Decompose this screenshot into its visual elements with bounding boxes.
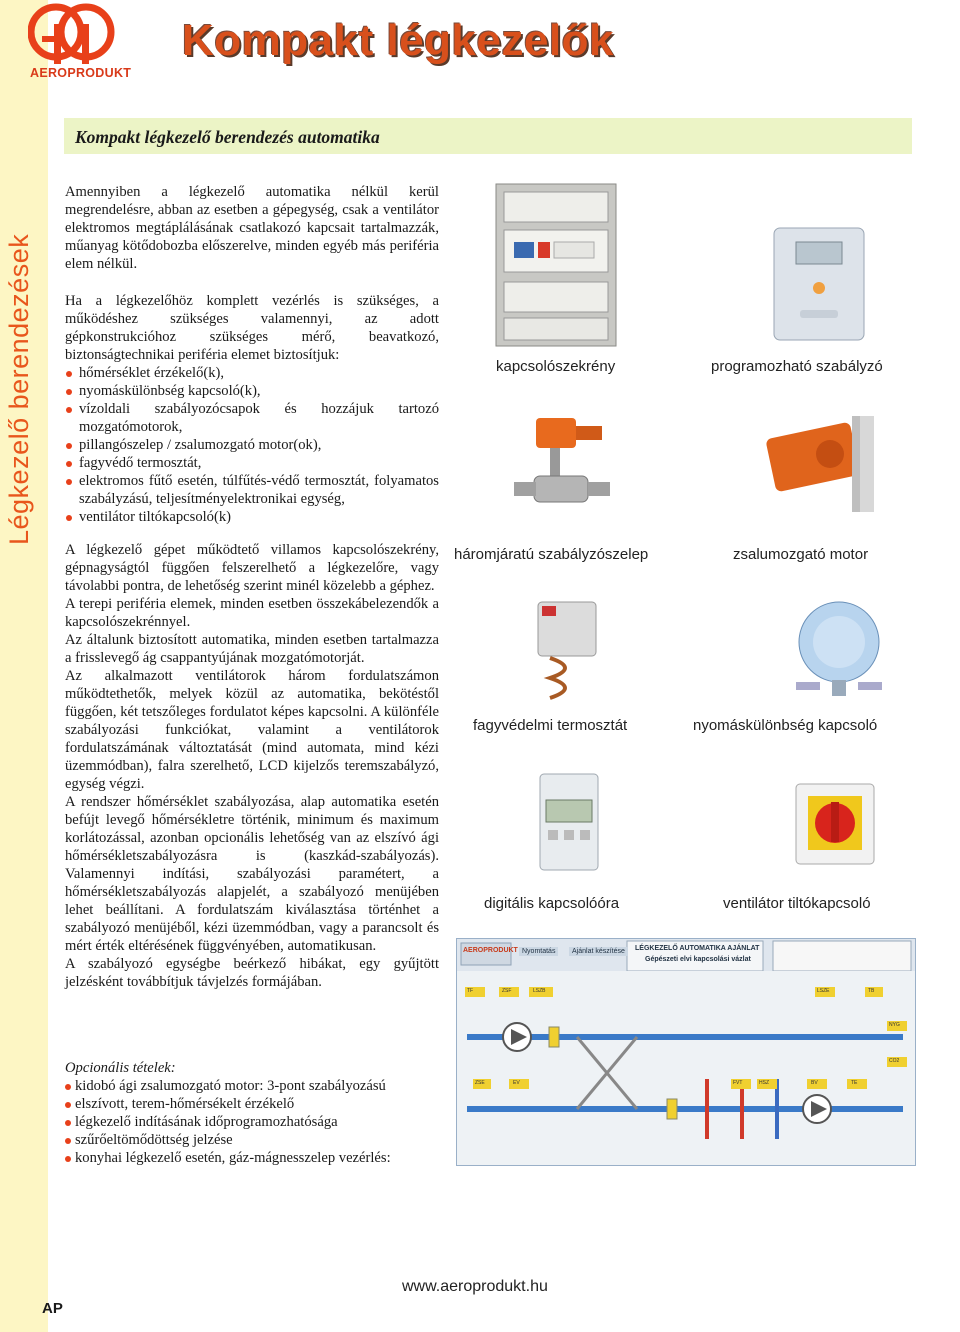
scada-label-ev: EV [513,1080,520,1086]
scada-label-lszb: LSZB [533,988,546,994]
list-item: ventilátor tiltókapcsoló(k) [65,508,439,526]
list-item: elektromos fűtő esetén, túlfűtés-védő termosztát, folyamatos szabályzású, teljesítményelektronikai egység, [65,472,439,508]
scada-tab-print[interactable]: Nyomtatás [519,947,558,956]
caption-pressure-switch: nyomáskülönbség kapcsoló [693,717,878,734]
scada-label-bv: BV [811,1080,818,1086]
options-list [65,1077,391,1167]
option-item: konyhai légkezelő esetén, gáz-mágnesszelep vezérlés: [65,1149,391,1167]
details-block [65,541,439,991]
scada-diagram [457,939,915,1165]
scada-label-te: TE [851,1080,858,1086]
scada-label-tb: TB [868,988,875,994]
footer-mark: AP [42,1300,63,1317]
scada-label-zsf: ZSF [502,988,512,994]
scada-subtitle: Gépészeti elvi kapcsolási vázlat [645,956,751,963]
paragraph-3: A légkezelő gépet működtető villamos kapcsolószekrény, gépnagyságtól függően felszerelhető a légkezelőre, vagy távolabbi pontra, de lehetőség szerint minél közelebb a géphez. [65,542,439,594]
damper-actuator-image [760,410,878,522]
caption-control-cabinet: kapcsolószekrény [496,358,616,375]
option-item: elszívott, terem-hőmérsékelt érzékelő [65,1095,391,1113]
logo-text: AEROPRODUKT [30,66,132,80]
scada-label-co2: CO2 [889,1058,900,1064]
sidebar-band [0,0,48,1332]
paragraph-1: Amennyiben a légkezelő automatika nélkül kerül megrendelésre, abban az esetben a gépegység, csak a ventilátor elektromos megtáplálásának csatlakozó kapcsait tartalmazzák, műanyag kötődobozba előszerelve, minden egyéb más periféria elem nélkül. [65,184,439,272]
option-item: kidobó ági zsalumozgató motor: 3-pont szabályozású [65,1077,391,1095]
section-title: Kompakt légkezelő berendezés automatika [75,127,380,147]
caption-frost-thermostat: fagyvédelmi termosztát [473,717,628,734]
scada-label-zse: ZSE [475,1080,485,1086]
controls-block [65,292,439,526]
option-item: szűrőeltömődöttség jelzése [65,1131,391,1149]
scada-logo: AEROPRODUKT [463,947,518,954]
paragraph-7: A rendszer hőmérséklet szabályozása, alap automatika esetén befújt levegő hőmérsékletre történik, minimum és maximum korlátozással, azonban opcionális lehetőség van az elszívó ági hőmérsékletszabályozásra is (kaszkád-szabályozás). Valamennyi indítási, szabályozási paramétert, a hőmérsékletszabályozás alapjelét, a szabályozó menüjében lehet beállítani. A fordulatszám kiválasztása történhet a szabályozó menüjéből, kézi üzemmódban, vagy a parancsolt és mért érték eltérésének függvényében, automatikusan. [65,794,439,954]
paragraph-2: Ha a légkezelőhöz komplett vezérlés is szükséges, a működéshez szükséges valamennyi, az adott gépkonstrukcióhoz szükséges mérő, beavatkozó, biztonságtechnikai periféria elemet biztosítjuk: [65,293,439,363]
list-item: fagyvédő termosztát, [65,454,439,472]
three-way-valve-image [502,410,620,522]
caption-programmable-controller: programozható szabályzó [711,358,883,375]
scada-label-hsz: HSZ [759,1080,769,1086]
control-cabinet-image [492,178,620,350]
intro-paragraph [65,183,439,273]
option-item: légkezelő indításának időprogramozhatósága [65,1113,391,1131]
scada-label-nyg: NYG [889,1022,900,1028]
list-item: nyomáskülönbség kapcsoló(k), [65,382,439,400]
paragraph-8: A szabályozó egységbe beérkező hibákat, egy gyűjtött jelzésként továbbítjuk távjelzés formájában. [65,956,439,990]
page-title: Kompakt légkezelők [182,16,615,65]
frost-thermostat-image [530,596,610,714]
list-item: hőmérséklet érzékelő(k), [65,364,439,382]
paragraph-5: Az általunk biztosított automatika, minden esetben tartalmazza a frisslevegő ág csappantyújának mozgatómotorját. [65,632,439,666]
options-heading: Opcionális tételek: [65,1060,176,1076]
section-header [64,118,912,154]
scada-screenshot [456,938,916,1166]
sidebar-label: Légkezelő berendezések [4,233,34,545]
footer-website-link[interactable]: www.aeroprodukt.hu [402,1278,548,1295]
room-controller-image [770,224,868,344]
caption-three-way-valve: háromjáratú szabályzószelep [454,546,649,563]
list-item: vízoldali szabályozócsapok és hozzájuk tartozó mozgatómotorok, [65,400,439,436]
scada-label-lsze: LSZE [817,988,830,994]
fan-lockout-switch-image [790,778,880,870]
paragraph-4: A terepi periféria elemek, minden esetben összekábelezendők a kapcsolószekrénnyel. [65,596,439,630]
paragraph-6: Az alkalmazott ventilátorok három fordulatszámon működtethetők, melyek közül az automatika, bekötéstől függően, két tetszőleges fordulatot képes kapcsolni. A különféle szabályozási funkciókat, valamint a ventilátorok fordulatszámának változtatását (mind automata, mind kézi üzemmódban), falra szerelhető, LCD kijelzős teremszabályzó, egység végzi. [65,668,439,792]
scada-label-fvt: FVT [733,1080,743,1086]
caption-fan-lockout-switch: ventilátor tiltókapcsoló [723,895,871,912]
pressure-switch-image [784,594,894,704]
caption-digital-timer: digitális kapcsolóóra [484,895,620,912]
scada-label-tf: TF [467,988,474,994]
scada-title: LÉGKEZELŐ AUTOMATIKA AJÁNLAT [635,945,760,952]
caption-damper-actuator: zsalumozgató motor [733,546,869,563]
scada-tab-offer[interactable]: Ajánlat készítése [569,947,628,956]
digital-timer-image [534,770,604,874]
list-item: pillangószelep / zsalumozgató motor(ok), [65,436,439,454]
